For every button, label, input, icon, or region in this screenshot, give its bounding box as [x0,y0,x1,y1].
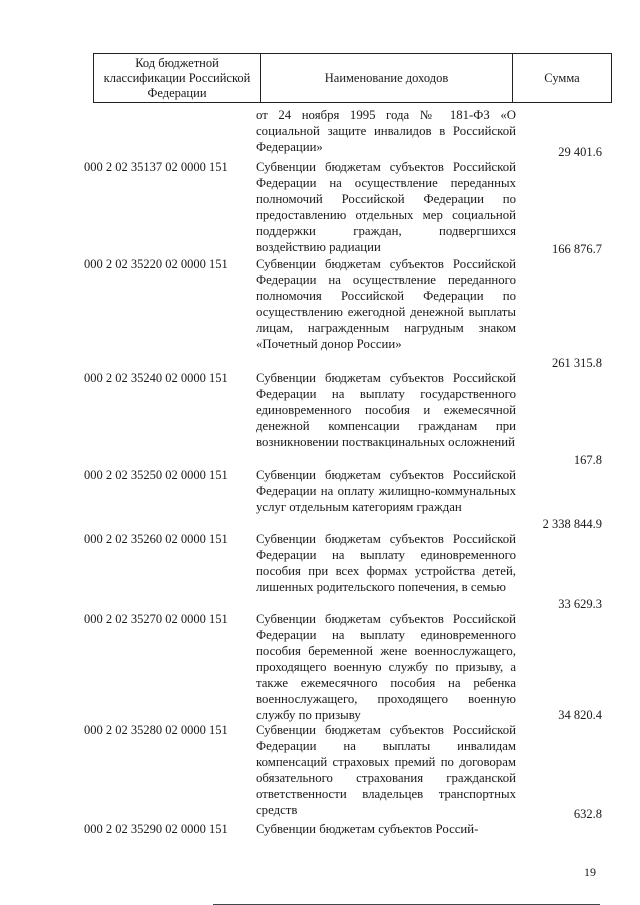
row-description: Субвенции бюджетам субъектов Российской Федерации на выплату единовременного пособия при всех формах устройства детей, лишенных родительского попечения, в семью [256,532,516,594]
row-amount: 34 820.4 [558,708,602,722]
header-name-column: Наименование доходов [261,54,513,102]
header-code-column: Код бюджетной классификации Российской Федерации [94,54,261,102]
row-description: Субвенции бюджетам субъектов Российской Федерации на выплату государственного единовременного пособия и ежемесячной денежной компенсации гражданам при возникновении поствакцинальных осложнений [256,371,516,449]
row-amount: 167.8 [573,453,602,467]
row-amount: 33 629.3 [558,597,602,611]
carryover-description: от 24 ноября 1995 года № 181-ФЗ «О социальной защите инвалидов в Российской Федерации» [256,108,516,154]
header-sum-column: Сумма [544,70,580,85]
row-code: 000 2 02 35270 02 0000 151 [84,612,228,626]
row-code: 000 2 02 35220 02 0000 151 [84,257,228,271]
row-description: Субвенции бюджетам субъектов Российской Федерации на осуществление переданного полномочия Российской Федерации по осуществлению ежегодной денежной выплаты лицам, награжденным нагрудным знаком «Почетный донор России» [256,257,516,351]
row-code: 000 2 02 35280 02 0000 151 [84,723,228,737]
row-amount: 2 338 844.9 [542,517,602,531]
row-description: Субвенции бюджетам субъектов Российской Федерации на выплаты инвалидам компенсаций страховых премий по договорам обязательного страхования гражданской ответственности владельцев транспортных средств [256,723,516,817]
row-description: Субвенции бюджетам субъектов Российской Федерации на выплату единовременного пособия беременной жене военнослужащего, проходящего военную службу по призыву, а также ежемесячного пособия на ребенка военнослужащего, проходящего военную службу по призыву [256,612,516,722]
row-code: 000 2 02 35240 02 0000 151 [84,371,228,385]
page-number: 19 [584,865,596,879]
row-description: Субвенции бюджетам субъектов Россий- [256,822,479,836]
row-amount: 29 401.6 [558,145,602,159]
row-code: 000 2 02 35250 02 0000 151 [84,468,228,482]
row-code: 000 2 02 35137 02 0000 151 [84,160,228,174]
row-code: 000 2 02 35260 02 0000 151 [84,532,228,546]
row-description: Субвенции бюджетам субъектов Российской Федерации на оплату жилищно-коммунальных услуг отдельным категориям граждан [256,468,516,514]
table-header [93,53,612,103]
row-amount: 261 315.8 [552,356,602,370]
row-amount: 166 876.7 [552,242,602,256]
row-code: 000 2 02 35290 02 0000 151 [84,822,228,836]
row-amount: 632.8 [573,807,602,821]
row-description: Субвенции бюджетам субъектов Российской Федерации на осуществление переданных полномочий Российской Федерации по предоставлению отдельных мер социальной поддержки граждан, подвергшихся воздействию радиации [256,160,516,254]
